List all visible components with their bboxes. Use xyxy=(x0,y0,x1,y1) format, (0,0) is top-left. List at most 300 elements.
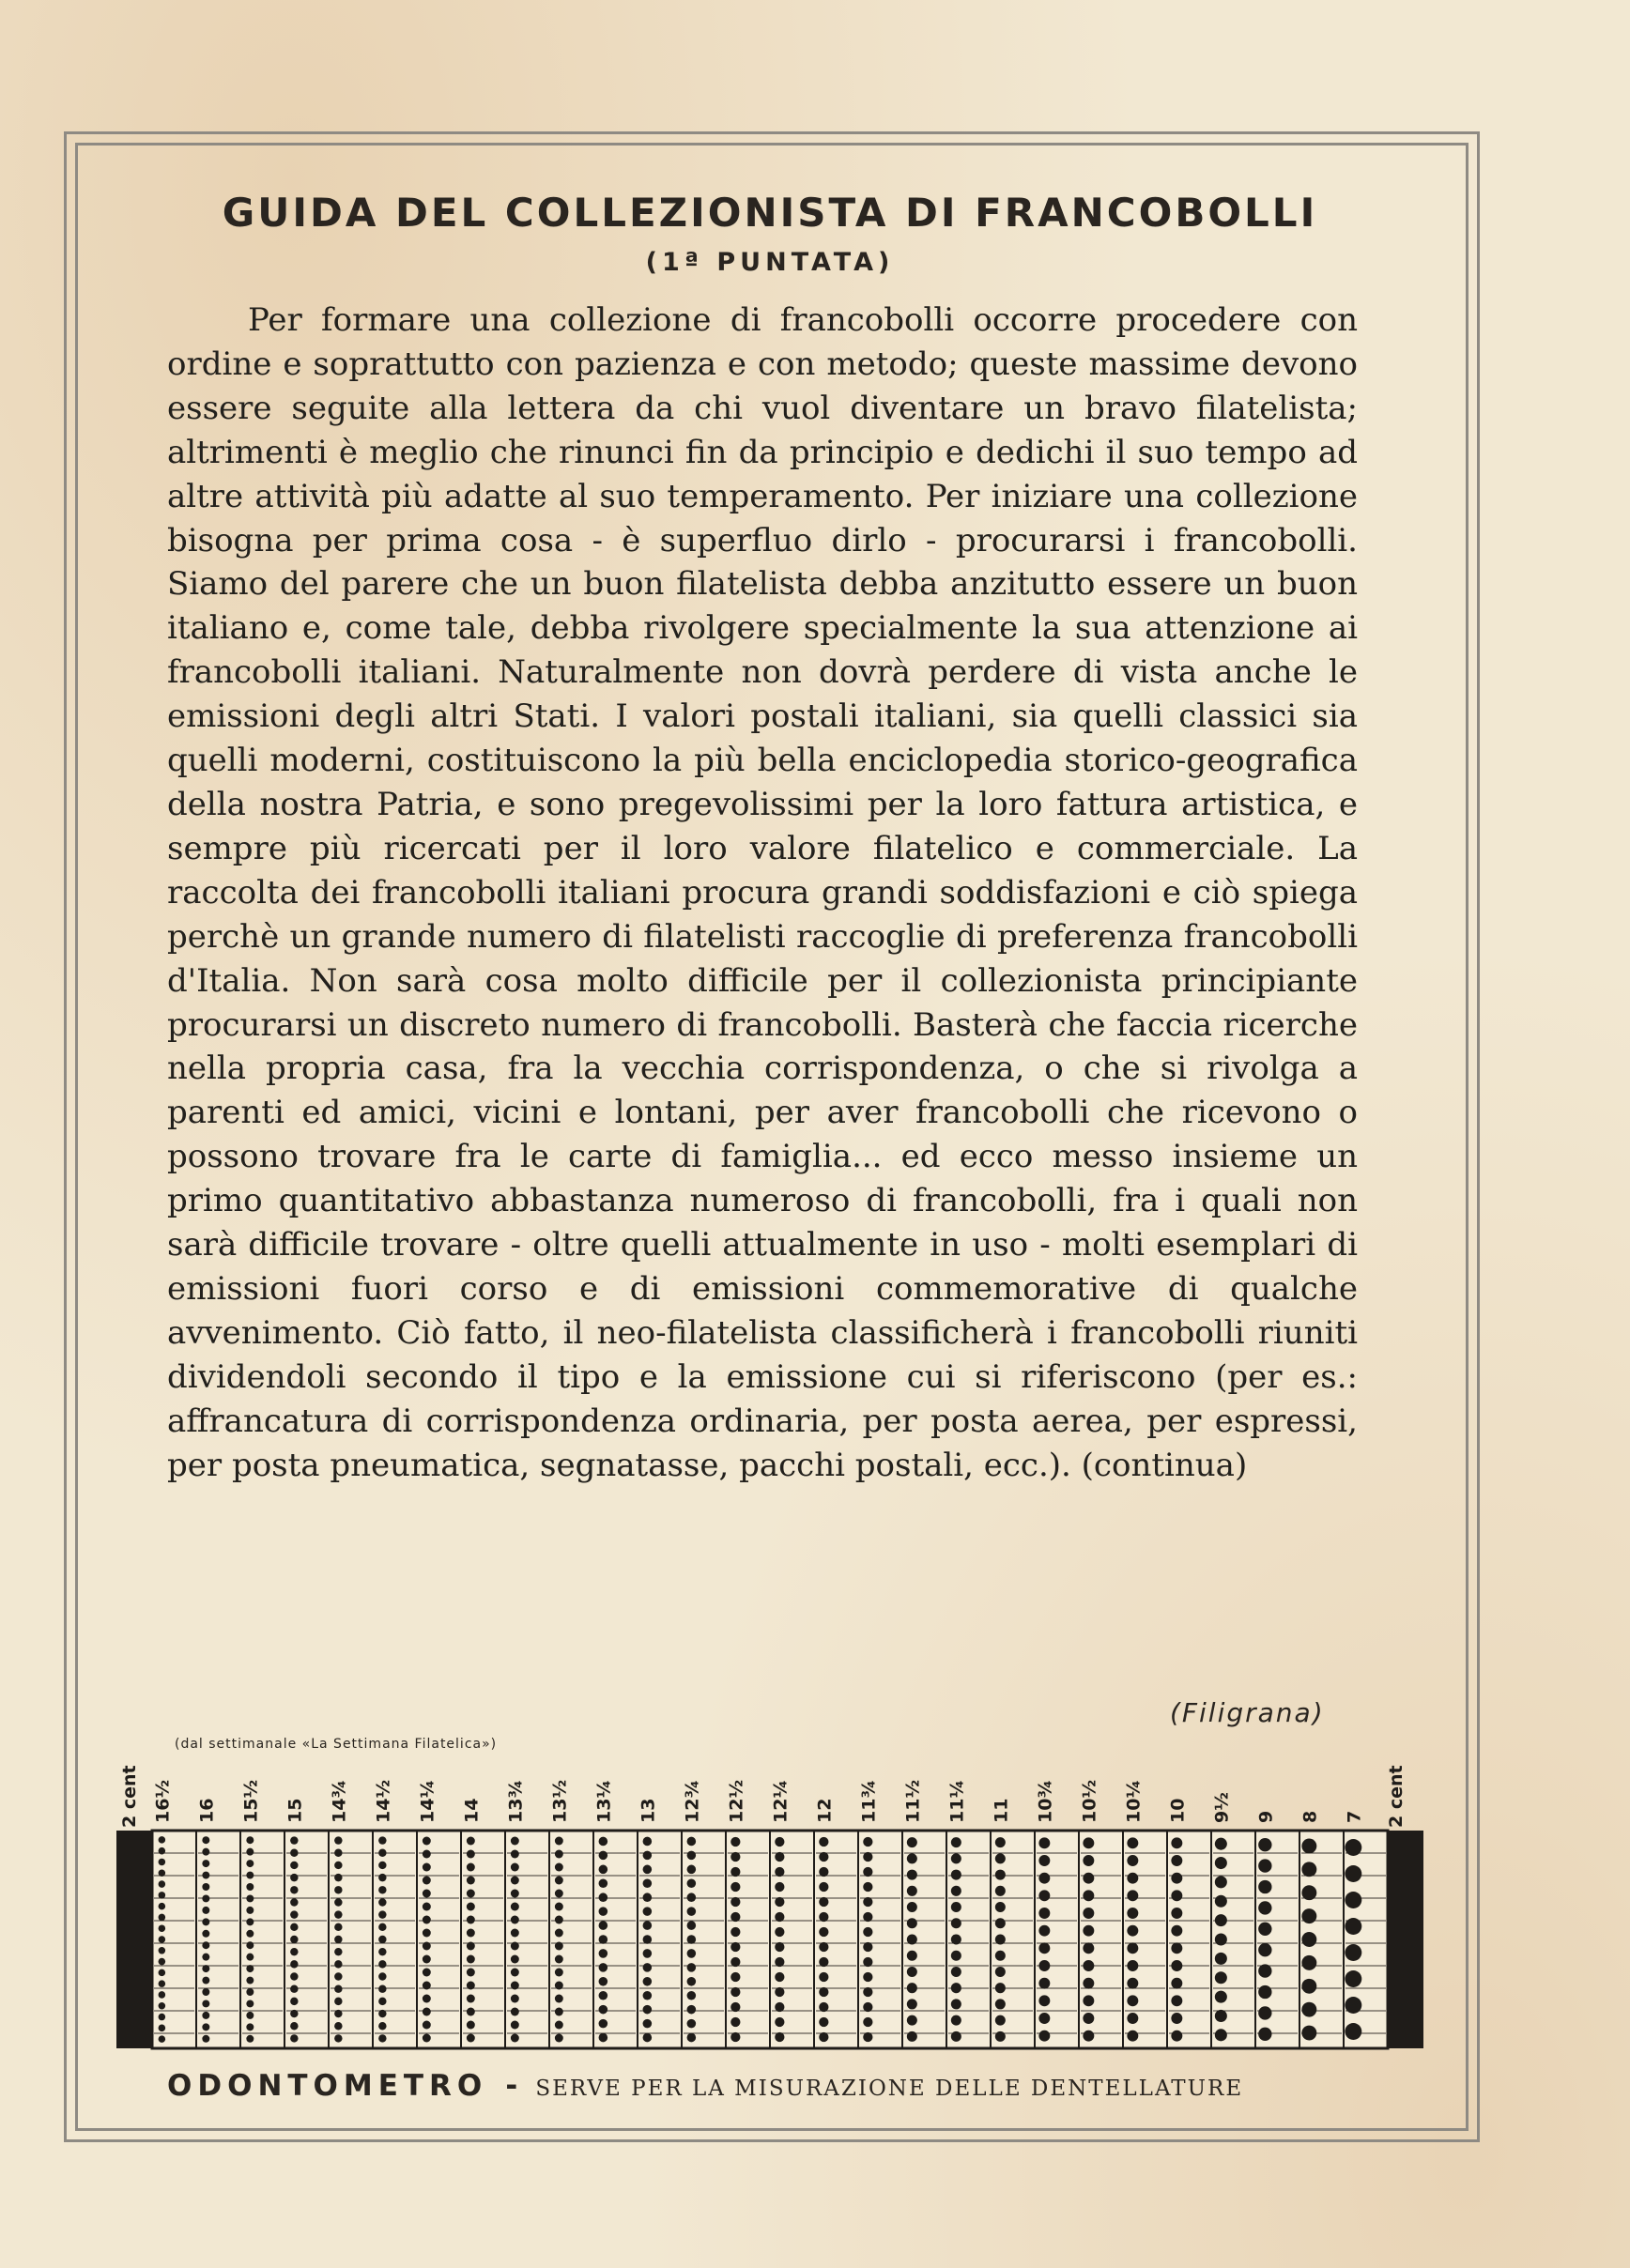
gauge-perforation-dot xyxy=(643,1935,653,1944)
gauge-tick-label: 15 xyxy=(284,1798,306,1823)
gauge-perforation-dot xyxy=(467,1903,475,1911)
gauge-perforation-dot xyxy=(863,1957,872,1967)
gauge-perforation-dot xyxy=(1083,2030,1094,2042)
gauge-perforation-dot xyxy=(951,1853,961,1863)
gauge-perforation-dot xyxy=(995,1983,1006,1993)
gauge-perforation-dot xyxy=(378,1972,386,1980)
gauge-perforation-dot xyxy=(863,1987,872,1997)
gauge-right-bar xyxy=(1388,1831,1423,2048)
gauge-perforation-dot xyxy=(599,1991,608,2000)
gauge-perforation-dot xyxy=(423,2008,431,2016)
gauge-perforation-dot xyxy=(378,1923,386,1931)
gauge-perforation-dot xyxy=(159,2035,166,2043)
gauge-perforation-dot xyxy=(423,1929,431,1938)
gauge-perforation-dot xyxy=(511,1982,519,1990)
gauge-perforation-dot xyxy=(378,1862,386,1869)
gauge-perforation-dot xyxy=(1215,2029,1227,2041)
gauge-perforation-dot xyxy=(995,1837,1006,1847)
gauge-perforation-dot xyxy=(863,1897,872,1907)
gauge-perforation-dot xyxy=(863,1942,872,1952)
gauge-perforation-dot xyxy=(730,1987,740,1997)
gauge-perforation-dot xyxy=(599,2005,608,2015)
gauge-perforation-dot xyxy=(599,1837,608,1847)
gauge-perforation-dot xyxy=(687,1935,697,1944)
gauge-perforation-dot xyxy=(1215,1914,1227,1926)
gauge-perforation-dot xyxy=(378,1936,386,1943)
gauge-perforation-dot xyxy=(643,1907,653,1916)
gauge-perforation-dot xyxy=(334,1849,342,1857)
gauge-perforation-dot xyxy=(1038,1908,1050,1919)
gauge-perforation-dot xyxy=(995,1870,1006,1880)
gauge-perforation-dot xyxy=(687,1991,697,2000)
gauge-perforation-dot xyxy=(1301,1885,1316,1900)
gauge-perforation-dot xyxy=(1127,2013,1138,2024)
gauge-perforation-dot xyxy=(423,2021,431,2030)
gauge-perforation-dot xyxy=(290,2022,298,2030)
gauge-perforation-dot xyxy=(1127,1908,1138,1919)
gauge-perforation-dot xyxy=(863,1882,872,1892)
gauge-perforation-dot xyxy=(599,1963,608,1972)
gauge-perforation-dot xyxy=(467,1942,475,1951)
gauge-perforation-dot xyxy=(643,1991,653,2000)
gauge-perforation-dot xyxy=(1127,1890,1138,1901)
gauge-perforation-dot xyxy=(159,1836,166,1844)
gauge-perforation-dot xyxy=(159,2002,166,2010)
gauge-perforation-dot xyxy=(995,1853,1006,1863)
gauge-perforation-dot xyxy=(467,1969,475,1977)
gauge-perforation-dot xyxy=(423,1903,431,1911)
gauge-perforation-dot xyxy=(202,2000,209,2007)
gauge-perforation-dot xyxy=(423,1982,431,1990)
gauge-perforation-dot xyxy=(775,1882,784,1892)
gauge-perforation-dot xyxy=(1083,2013,1094,2024)
gauge-tick-label: 12½ xyxy=(726,1779,747,1823)
gauge-perforation-dot xyxy=(202,1930,209,1938)
gauge-perforation-dot xyxy=(1171,1995,1182,2006)
gauge-perforation-dot xyxy=(511,1995,519,2003)
gauge-perforation-dot xyxy=(290,1960,298,1968)
gauge-perforation-dot xyxy=(334,1923,342,1931)
gauge-perforation-dot xyxy=(378,1849,386,1857)
gauge-perforation-dot xyxy=(1127,1855,1138,1866)
gauge-perforation-dot xyxy=(1345,1944,1361,1961)
gauge-perforation-dot xyxy=(1038,1995,1050,2006)
gauge-perforation-dot xyxy=(555,1916,563,1924)
gauge-perforation-dot xyxy=(1258,1964,1271,1977)
gauge-perforation-dot xyxy=(378,1910,386,1918)
gauge-tick-label: 16½ xyxy=(152,1779,174,1823)
gauge-perforation-dot xyxy=(1038,1837,1050,1848)
gauge-perforation-dot xyxy=(951,1999,961,2009)
gauge-tick-label: 11¾ xyxy=(858,1779,880,1823)
gauge-perforation-dot xyxy=(246,1907,254,1914)
gauge-perforation-dot xyxy=(246,1954,254,1961)
gauge-perforation-dot xyxy=(378,2022,386,2030)
gauge-description: SERVE PER LA MISURAZIONE DELLE DENTELLATURE xyxy=(535,2076,1244,2101)
gauge-perforation-dot xyxy=(599,2033,608,2043)
gauge-perforation-dot xyxy=(1127,1925,1138,1937)
gauge-perforation-dot xyxy=(1301,1838,1316,1853)
article-signature: (Filigrana) xyxy=(1170,1697,1325,1728)
gauge-perforation-dot xyxy=(467,1982,475,1990)
gauge-perforation-dot xyxy=(334,1898,342,1906)
gauge-perforation-dot xyxy=(730,1957,740,1967)
gauge-perforation-dot xyxy=(290,1984,298,1992)
gauge-perforation-dot xyxy=(687,1907,697,1916)
article-body: Per formare una collezione di francobolli occorre procedere con ordine e soprattutto con pazienza e con metodo; queste massime devono essere seguite alla lettera da chi vuol diventare un bravo filatelista; altrimenti è meglio che rinunci fin da principio e dedichi il suo tempo ad altre attività più adatte al suo temperamento. Per iniziare una collezione bisogna per prima cosa - è superfluo dirlo - procurarsi i francobolli. Siamo del parere che un buon filatelista debba anzitutto essere un buon italiano e, come tale, debba rivolgere specialmente la sua attenzione ai francobolli italiani. Naturalmente non dovrà perdere di vista anche le emissioni degli altri Stati. I valori postali italiani, sia quelli classici sia quelli moderni, costituiscono la più bella enciclopedia storico-geografica della nostra Patria, e sono pregevolissimi per la loro fattura artistica, e sempre più ricercati per il loro valore filatelico e commerciale. La raccolta dei francobolli italiani procura grandi soddisfazioni e ciò spiega perchè un grande numero di filatelisti raccoglie di preferenza francobolli d'Italia. Non sarà cosa molto difficile per il collezionista principiante procurarsi un discreto numero di francobolli. Basterà che faccia ricerche nella propria casa, fra la vecchia corrispondenza, o che si rivolga a parenti ed amici, vicini e lontani, per aver francobolli che ricevono o possono trovare fra le carte di famiglia... ed ecco messo insieme un primo quantitativo abbastanza numeroso di francobolli, fra i quali non sarà difficile trovare - oltre quelli attualmente in uso - molti esemplari di emissioni fuori corso e di emissioni commemorative di qualche avvenimento. Ciò fatto, il neo-filatelista classificherà i francobolli riuniti dividendoli secondo il tipo e la emissione cui si riferiscono (per es.: affrancatura di corrispondenza ordinaria, per posta aerea, per espressi, per posta pneumatica, segnatasse, pacchi postali, ecc.). (continua) xyxy=(167,301,1358,1484)
gauge-perforation-dot xyxy=(643,1878,653,1888)
gauge-perforation-dot xyxy=(687,1893,697,1902)
gauge-perforation-dot xyxy=(246,2000,254,2007)
gauge-perforation-dot xyxy=(995,2015,1006,2026)
gauge-perforation-dot xyxy=(334,1960,342,1968)
gauge-perforation-dot xyxy=(378,1898,386,1906)
gauge-perforation-dot xyxy=(202,2035,209,2043)
gauge-perforation-dot xyxy=(511,1969,519,1977)
gauge-perforation-dot xyxy=(687,1837,697,1847)
gauge-perforation-dot xyxy=(1215,1933,1227,1945)
gauge-perforation-dot xyxy=(1171,1908,1182,1919)
gauge-perforation-dot xyxy=(1345,2023,1361,2040)
gauge-perforation-dot xyxy=(555,1903,563,1911)
gauge-perforation-dot xyxy=(334,1998,342,2005)
gauge-perforation-dot xyxy=(1258,1943,1271,1956)
gauge-perforation-dot xyxy=(202,1907,209,1914)
gauge-perforation-dot xyxy=(730,1882,740,1892)
gauge-tick-label: 10½ xyxy=(1079,1779,1100,1823)
gauge-perforation-dot xyxy=(246,1872,254,1879)
gauge-perforation-dot xyxy=(246,2012,254,2019)
gauge-perforation-dot xyxy=(1127,2030,1138,2042)
gauge-perforation-dot xyxy=(687,2005,697,2015)
gauge-perforation-dot xyxy=(995,1918,1006,1928)
gauge-perforation-dot xyxy=(1127,1960,1138,1971)
gauge-tick-label: 11 xyxy=(991,1798,1012,1823)
gauge-perforation-dot xyxy=(290,1849,298,1857)
gauge-perforation-dot xyxy=(687,1949,697,1958)
gauge-perforation-dot xyxy=(1258,2006,1271,2019)
perforation-gauge xyxy=(113,1748,1427,2114)
gauge-perforation-dot xyxy=(290,2034,298,2042)
gauge-perforation-dot xyxy=(599,1865,608,1875)
gauge-perforation-dot xyxy=(951,1837,961,1847)
gauge-perforation-dot xyxy=(246,1941,254,1949)
gauge-perforation-dot xyxy=(290,1936,298,1943)
gauge-perforation-dot xyxy=(687,1963,697,1972)
gauge-perforation-dot xyxy=(1083,1942,1094,1954)
gauge-tick-label: 13½ xyxy=(549,1779,571,1823)
gauge-perforation-dot xyxy=(599,1977,608,1986)
gauge-perforation-dot xyxy=(730,2002,740,2012)
gauge-perforation-dot xyxy=(907,2031,917,2042)
gauge-perforation-dot xyxy=(511,1955,519,1964)
gauge-perforation-dot xyxy=(467,1955,475,1964)
gauge-perforation-dot xyxy=(775,1897,784,1907)
gauge-perforation-dot xyxy=(819,1852,828,1862)
gauge-perforation-dot xyxy=(423,1890,431,1898)
gauge-perforation-dot xyxy=(511,2021,519,2030)
gauge-perforation-dot xyxy=(467,2008,475,2016)
gauge-perforation-dot xyxy=(511,1903,519,1911)
gauge-perforation-dot xyxy=(1083,1908,1094,1919)
gauge-perforation-dot xyxy=(159,1914,166,1922)
gauge-perforation-dot xyxy=(423,1877,431,1885)
gauge-perforation-dot xyxy=(159,1980,166,1987)
gauge-tick-label: 10¼ xyxy=(1123,1779,1145,1823)
gauge-perforation-dot xyxy=(1038,1890,1050,1901)
gauge-perforation-dot xyxy=(159,2025,166,2032)
gauge-perforation-dot xyxy=(599,1935,608,1944)
gauge-perforation-dot xyxy=(1301,1955,1316,1970)
gauge-perforation-dot xyxy=(687,2019,697,2029)
gauge-perforation-dot xyxy=(511,1850,519,1859)
gauge-tick-label: 14 xyxy=(461,1798,483,1823)
gauge-perforation-dot xyxy=(819,1867,828,1877)
gauge-perforation-dot xyxy=(290,2010,298,2017)
gauge-perforation-dot xyxy=(423,2034,431,2043)
gauge-perforation-dot xyxy=(995,1934,1006,1944)
gauge-perforation-dot xyxy=(1258,1838,1271,1851)
gauge-perforation-dot xyxy=(1215,1971,1227,1984)
gauge-perforation-dot xyxy=(423,1969,431,1977)
gauge-perforation-dot xyxy=(730,1837,740,1847)
gauge-perforation-dot xyxy=(951,1934,961,1944)
gauge-perforation-dot xyxy=(687,1851,697,1861)
gauge-tick-label: 14¼ xyxy=(417,1779,438,1823)
gauge-perforation-dot xyxy=(1038,2013,1050,2024)
gauge-perforation-dot xyxy=(819,2032,828,2042)
gauge-perforation-dot xyxy=(863,2017,872,2027)
gauge-perforation-dot xyxy=(643,2019,653,2029)
gauge-perforation-dot xyxy=(1038,1960,1050,1971)
gauge-perforation-dot xyxy=(775,1912,784,1922)
gauge-perforation-dot xyxy=(819,2002,828,2012)
gauge-perforation-dot xyxy=(687,1878,697,1888)
gauge-perforation-dot xyxy=(555,2034,563,2043)
gauge-perforation-dot xyxy=(423,1850,431,1859)
gauge-perforation-dot xyxy=(863,1927,872,1937)
gauge-perforation-dot xyxy=(159,1847,166,1855)
gauge-perforation-dot xyxy=(1301,1908,1316,1923)
gauge-tick-label: 7 xyxy=(1344,1810,1365,1823)
gauge-perforation-dot xyxy=(643,2005,653,2015)
gauge-perforation-dot xyxy=(467,1929,475,1938)
gauge-perforation-dot xyxy=(775,1927,784,1937)
gauge-perforation-dot xyxy=(1038,1873,1050,1884)
gauge-perforation-dot xyxy=(775,1852,784,1862)
gauge-perforation-dot xyxy=(246,1965,254,1972)
gauge-perforation-dot xyxy=(951,1886,961,1896)
gauge-perforation-dot xyxy=(907,1967,917,1977)
gauge-perforation-dot xyxy=(1215,2010,1227,2022)
gauge-perforation-dot xyxy=(775,2032,784,2042)
gauge-perforation-dot xyxy=(1215,1991,1227,2003)
gauge-perforation-dot xyxy=(907,1999,917,2009)
gauge-perforation-dot xyxy=(290,1886,298,1893)
gauge-perforation-dot xyxy=(290,1948,298,1955)
gauge-perforation-dot xyxy=(1301,1979,1316,1994)
gauge-end-label-left: 2 cent xyxy=(119,1765,140,1828)
gauge-perforation-dot xyxy=(907,1853,917,1863)
gauge-title: ODONTOMETRO xyxy=(167,2069,488,2103)
gauge-perforation-dot xyxy=(378,2034,386,2042)
gauge-perforation-dot xyxy=(159,1869,166,1877)
gauge-perforation-dot xyxy=(951,1870,961,1880)
gauge-tick-label: 12¾ xyxy=(682,1779,703,1823)
gauge-perforation-dot xyxy=(334,1972,342,1980)
gauge-perforation-dot xyxy=(1301,2026,1316,2041)
gauge-perforation-dot xyxy=(555,1929,563,1938)
gauge-tick-label: 12 xyxy=(814,1798,836,1823)
gauge-perforation-dot xyxy=(511,1916,519,1924)
gauge-end-label-right: 2 cent xyxy=(1386,1765,1407,1828)
gauge-perforation-dot xyxy=(511,1877,519,1885)
gauge-perforation-dot xyxy=(819,2017,828,2027)
gauge-perforation-dot xyxy=(202,1836,209,1844)
gauge-perforation-dot xyxy=(290,1998,298,2005)
gauge-perforation-dot xyxy=(334,1984,342,1992)
gauge-perforation-dot xyxy=(951,1951,961,1961)
gauge-perforation-dot xyxy=(1171,1855,1182,1866)
gauge-perforation-dot xyxy=(1258,1880,1271,1893)
gauge-perforation-dot xyxy=(951,2031,961,2042)
gauge-perforation-dot xyxy=(334,2022,342,2030)
gauge-perforation-dot xyxy=(775,1837,784,1847)
gauge-perforation-dot xyxy=(951,1918,961,1928)
gauge-perforation-dot xyxy=(819,1987,828,1997)
gauge-perforation-dot xyxy=(378,1836,386,1844)
gauge-perforation-dot xyxy=(907,1951,917,1961)
gauge-tick-label: 13¼ xyxy=(593,1779,615,1823)
gauge-perforation-dot xyxy=(643,1837,653,1847)
gauge-perforation-dot xyxy=(1083,1960,1094,1971)
gauge-perforation-dot xyxy=(1171,1837,1182,1848)
gauge-tick-label: 10 xyxy=(1167,1798,1189,1823)
gauge-perforation-dot xyxy=(555,2021,563,2030)
gauge-perforation-dot xyxy=(159,1859,166,1866)
gauge-tick-label: 16 xyxy=(196,1798,218,1823)
gauge-perforation-dot xyxy=(995,1967,1006,1977)
gauge-perforation-dot xyxy=(1345,1970,1361,1987)
gauge-perforation-dot xyxy=(1171,1873,1182,1884)
gauge-perforation-dot xyxy=(1345,1839,1361,1856)
gauge-perforation-dot xyxy=(1258,1985,1271,1999)
gauge-perforation-dot xyxy=(995,1902,1006,1912)
gauge-perforation-dot xyxy=(246,1860,254,1867)
gauge-tick-label: 9½ xyxy=(1211,1792,1233,1823)
gauge-perforation-dot xyxy=(202,2023,209,2030)
gauge-perforation-dot xyxy=(819,1957,828,1967)
gauge-perforation-dot xyxy=(863,1867,872,1877)
gauge-perforation-dot xyxy=(202,1965,209,1972)
gauge-perforation-dot xyxy=(643,2033,653,2043)
gauge-perforation-dot xyxy=(202,1894,209,1902)
gauge-perforation-dot xyxy=(555,1877,563,1885)
gauge-perforation-dot xyxy=(1258,1923,1271,1936)
gauge-perforation-dot xyxy=(1083,1925,1094,1937)
gauge-perforation-dot xyxy=(555,1863,563,1872)
gauge-perforation-dot xyxy=(819,1897,828,1907)
gauge-perforation-dot xyxy=(1171,1978,1182,1989)
gauge-perforation-dot xyxy=(378,1998,386,2005)
gauge-perforation-dot xyxy=(863,1972,872,1982)
gauge-perforation-dot xyxy=(1215,1876,1227,1888)
gauge-perforation-dot xyxy=(1038,2030,1050,2042)
gauge-perforation-dot xyxy=(555,1850,563,1859)
gauge-perforation-dot xyxy=(467,1837,475,1846)
gauge-perforation-dot xyxy=(467,1863,475,1872)
gauge-perforation-dot xyxy=(819,1972,828,1982)
gauge-perforation-dot xyxy=(995,2031,1006,2042)
gauge-tick-label: 13¾ xyxy=(505,1779,527,1823)
gauge-perforation-dot xyxy=(951,1983,961,1993)
gauge-tick-label: 11¼ xyxy=(946,1779,968,1823)
gauge-tick-label: 14½ xyxy=(373,1779,394,1823)
gauge-perforation-dot xyxy=(1301,1932,1316,1947)
gauge-perforation-dot xyxy=(643,1865,653,1875)
gauge-perforation-dot xyxy=(1171,2013,1182,2024)
gauge-perforation-dot xyxy=(643,1851,653,1861)
gauge-perforation-dot xyxy=(202,1860,209,1867)
gauge-perforation-dot xyxy=(730,1867,740,1877)
gauge-perforation-dot xyxy=(202,1918,209,1925)
gauge-perforation-dot xyxy=(1215,1857,1227,1869)
gauge-perforation-dot xyxy=(290,1874,298,1881)
article-subtitle: (1ª PUNTATA) xyxy=(645,248,895,277)
gauge-perforation-dot xyxy=(290,1898,298,1906)
gauge-perforation-dot xyxy=(1038,1942,1050,1954)
gauge-perforation-dot xyxy=(643,1977,653,1986)
gauge-tick-label: 10¾ xyxy=(1035,1779,1056,1823)
gauge-tick-label: 9 xyxy=(1255,1810,1277,1823)
gauge-perforation-dot xyxy=(863,1837,872,1847)
gauge-perforation-dot xyxy=(1127,1942,1138,1954)
gauge-tick-label: 13 xyxy=(638,1798,659,1823)
gauge-perforation-dot xyxy=(687,2033,697,2043)
gauge-perforation-dot xyxy=(1345,1892,1361,1908)
gauge-perforation-dot xyxy=(511,1929,519,1938)
gauge-perforation-dot xyxy=(687,1921,697,1930)
gauge-perforation-dot xyxy=(907,1870,917,1880)
gauge-perforation-dot xyxy=(1258,1859,1271,1872)
gauge-perforation-dot xyxy=(1258,1901,1271,1914)
gauge-perforation-dot xyxy=(730,1912,740,1922)
gauge-perforation-dot xyxy=(511,2034,519,2043)
gauge-perforation-dot xyxy=(246,1977,254,1984)
gauge-perforation-dot xyxy=(246,2035,254,2043)
gauge-perforation-dot xyxy=(599,1878,608,1888)
gauge-perforation-dot xyxy=(555,1890,563,1898)
gauge-perforation-dot xyxy=(951,2015,961,2026)
gauge-perforation-dot xyxy=(555,1942,563,1951)
gauge-perforation-dot xyxy=(334,1862,342,1869)
gauge-perforation-dot xyxy=(863,1912,872,1922)
gauge-perforation-dot xyxy=(334,1910,342,1918)
gauge-perforation-dot xyxy=(159,1958,166,1966)
gauge-perforation-dot xyxy=(1171,1942,1182,1954)
gauge-perforation-dot xyxy=(907,1886,917,1896)
gauge-perforation-dot xyxy=(730,1897,740,1907)
gauge-perforation-dot xyxy=(202,2012,209,2019)
gauge-perforation-dot xyxy=(819,1837,828,1847)
gauge-perforation-dot xyxy=(378,1886,386,1893)
gauge-perforation-dot xyxy=(334,1874,342,1881)
gauge-perforation-dot xyxy=(1215,1838,1227,1850)
gauge-perforation-dot xyxy=(423,1995,431,2003)
gauge-perforation-dot xyxy=(995,1951,1006,1961)
gauge-perforation-dot xyxy=(246,1918,254,1925)
gauge-perforation-dot xyxy=(951,1902,961,1912)
